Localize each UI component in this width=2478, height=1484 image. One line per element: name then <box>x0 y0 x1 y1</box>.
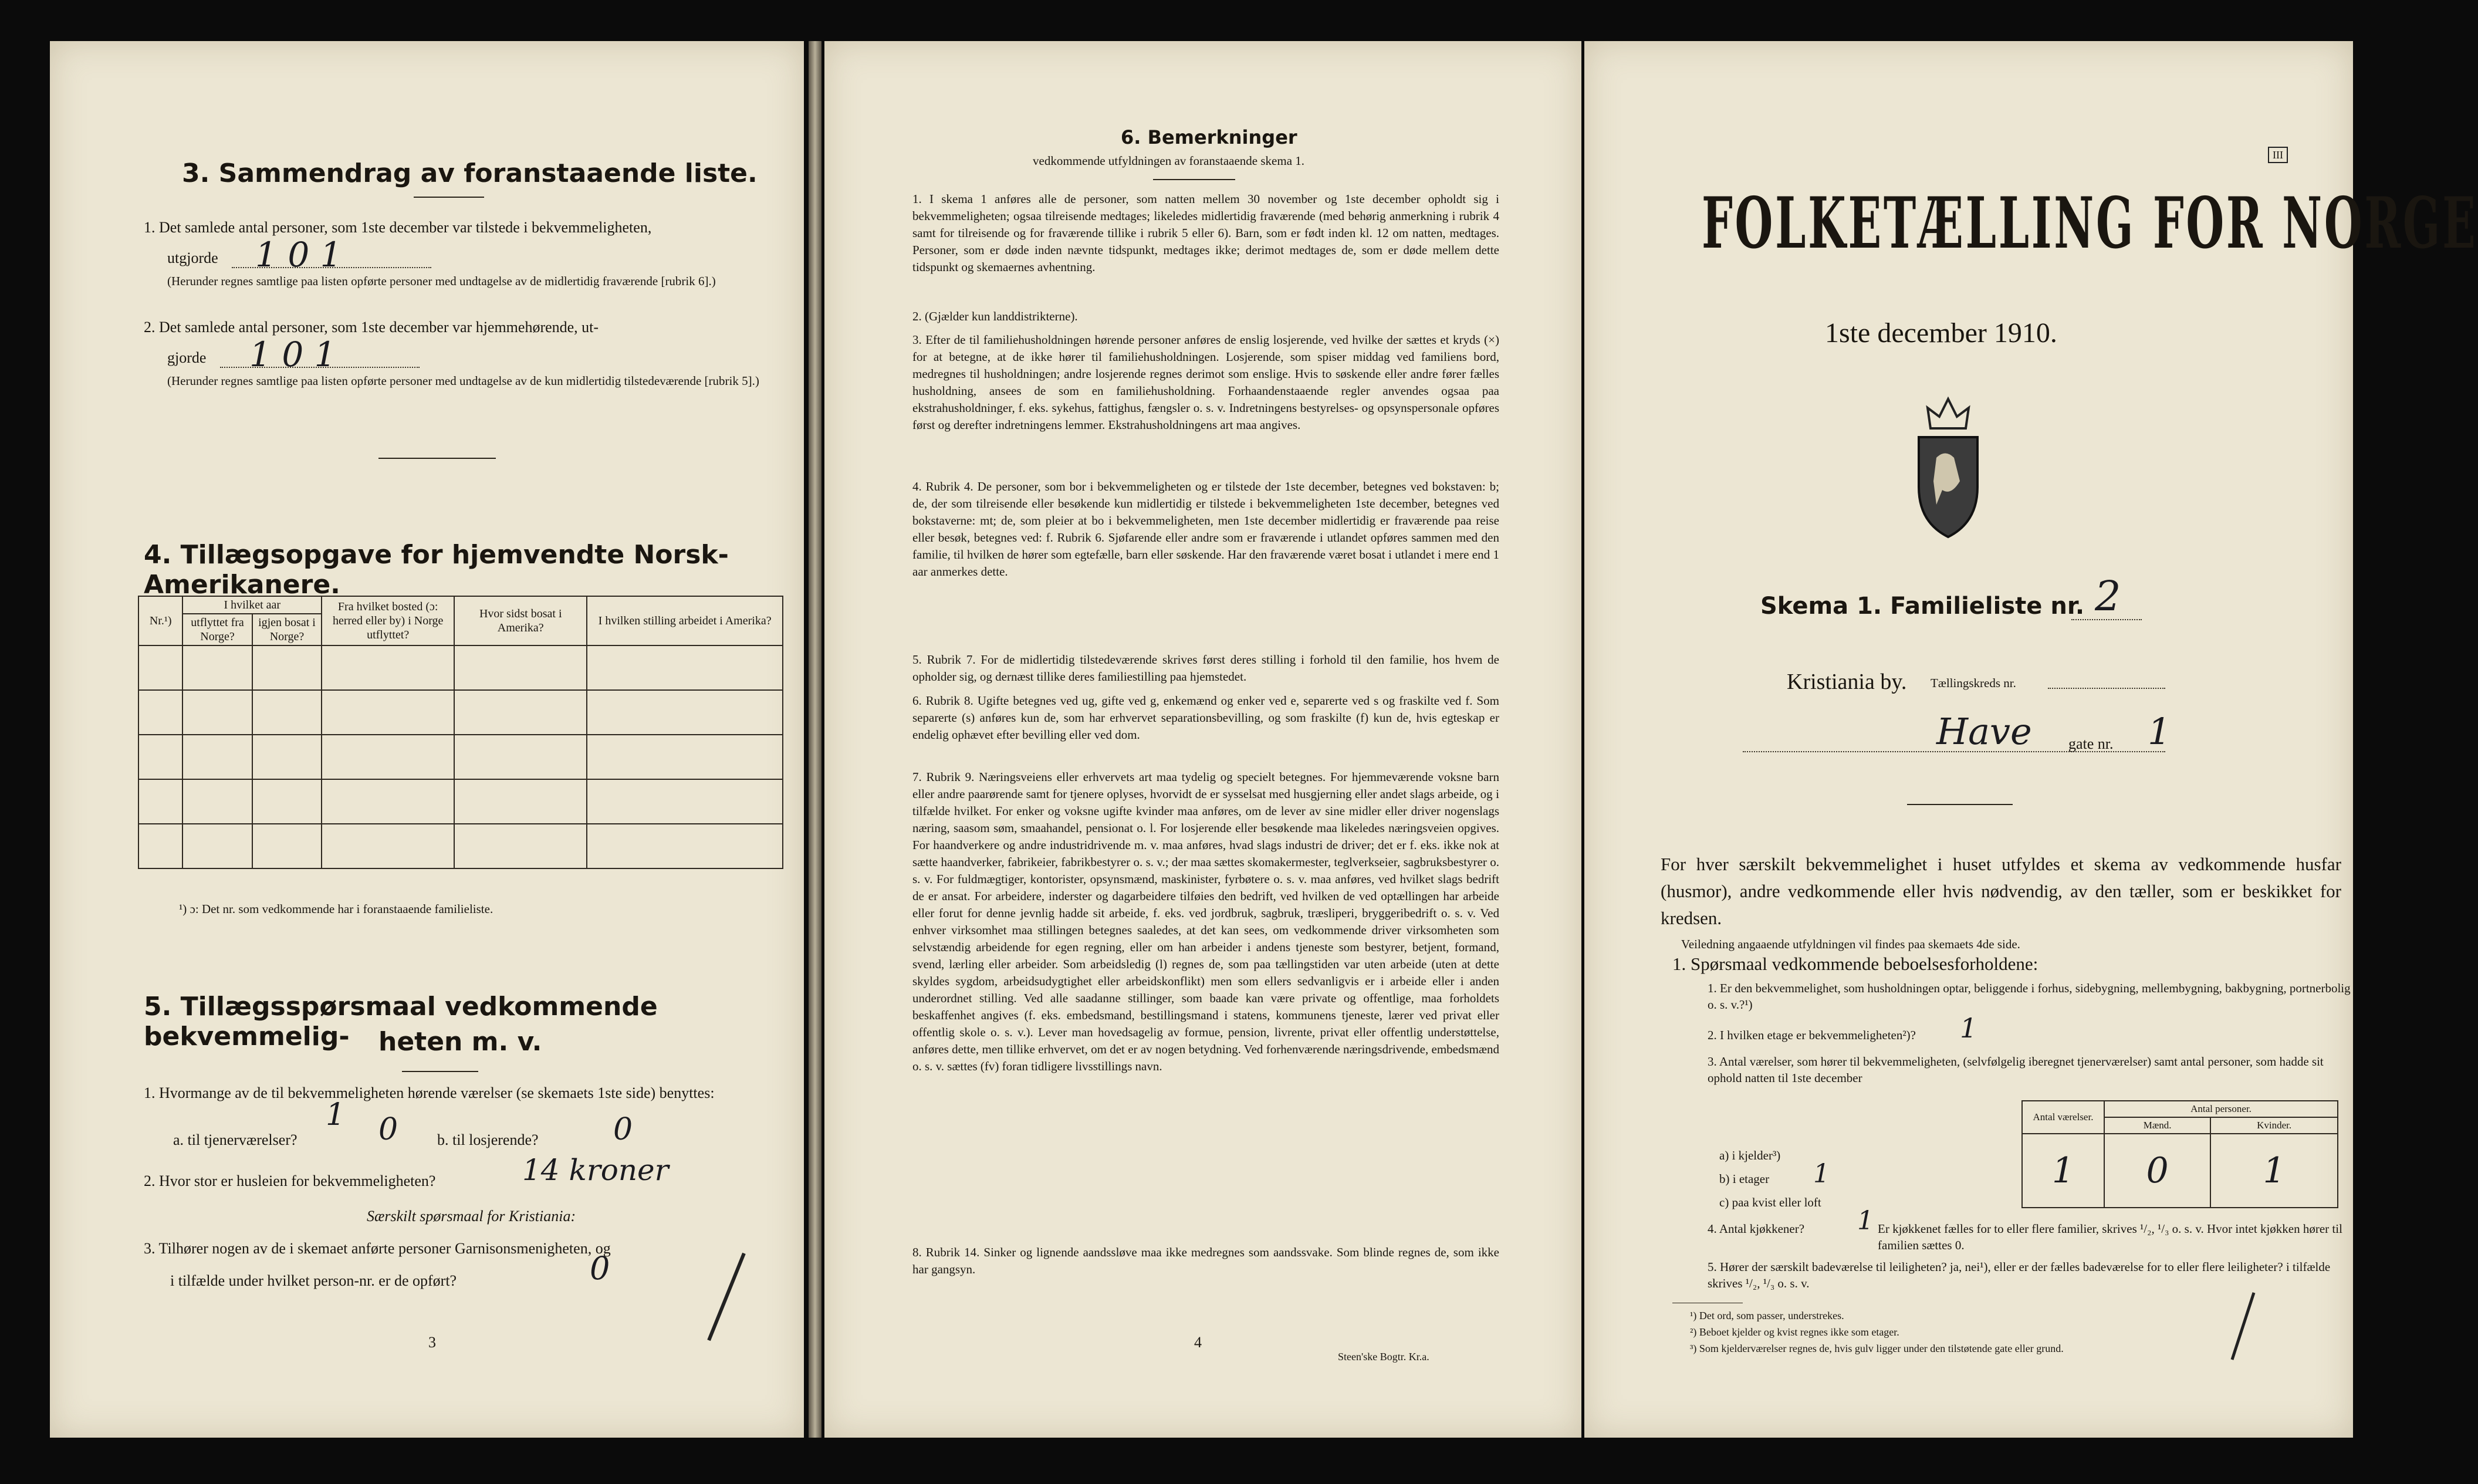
page-right <box>1584 41 2478 1438</box>
col-antal-vaerelser: Antal værelser. <box>2022 1101 2104 1134</box>
gate-value: 1 <box>2148 710 2171 753</box>
apartment-table <box>2021 1100 2338 1208</box>
row-etager: b) i etager <box>1719 1172 1770 1186</box>
census-date: 1ste december 1910. <box>1825 317 2057 349</box>
remark-6: 6. Rubrik 8. Ugifte betegnes ved ug, gifte ved g, enkemænd og enker ved e, separerte ved s og fraskilte ved f. Som separerte (s) anføres kun de, som har erhvervet separationsbevilling, og som fraskilte (f) kun de, hvis egteskap er endelig ophævet efter bevilling eller ved dom. <box>912 694 1499 742</box>
footnote-3: ³) Som kjelderværelser regnes de, hvis gulv ligger under den tilstøtende gate eller grund. <box>1690 1343 2064 1354</box>
s4-footnote: ¹) ɔ: Det nr. som vedkommende har i foranstaaende familieliste. <box>179 902 493 916</box>
s3-q1-note: (Herunder regnes samtlige paa listen opførte personer med undtagelse av de midlertidig fraværende [rubrik 6].) <box>167 274 716 288</box>
city: Kristiania by. <box>1787 670 1907 694</box>
col-maend: Mænd. <box>2104 1117 2210 1134</box>
question-2-value: 1 <box>1960 1012 1977 1044</box>
schema-label: Skema 1. Familieliste nr. <box>1760 593 2085 620</box>
divider <box>402 1071 478 1072</box>
question-5: 5. Hører der særskilt badeværelse til leiligheten? ja, nei¹), eller er der fælles badeværelse for to eller flere leiligheter? i tilfælde skrives ¹/₂, ¹/₃ o. s. v. <box>1708 1260 2331 1290</box>
s5-q3-value: 0 <box>590 1250 610 1287</box>
col-igjen: igjen bosat i Norge? <box>252 614 322 645</box>
s5-q1b: b. til losjerende? <box>437 1131 539 1148</box>
divider <box>1907 804 2013 805</box>
page-number: 3 <box>428 1334 436 1351</box>
remark-2: 2. (Gjælder kun landdistrikterne). <box>912 309 1078 323</box>
s5-q1a: a. til tjenerværelser? <box>173 1131 298 1148</box>
intro-text: For hver særskilt bekvemmelighet i huset utfyldes et skema av vedkommende husfar (husmor), andre vedkommende eller hvis nødvendig, av den tæller, som er beskikket for kredsen. <box>1661 854 2341 928</box>
col-amerika: Hvor sidst bosat i Amerika? <box>454 596 587 645</box>
main-title: FOLKETÆLLING FOR NORGE <box>1702 182 2478 265</box>
dotted-line <box>220 367 420 368</box>
col-kvinder: Kvinder. <box>2210 1117 2338 1134</box>
questions-heading: 1. Spørsmaal vedkommende beboelsesforholdene: <box>1672 954 2038 974</box>
row-kvist: c) paa kvist eller loft <box>1719 1195 1821 1209</box>
col-group: I hvilket aar <box>182 596 322 614</box>
col-bosted: Fra hvilket bosted (ɔ: herred eller by) i Norge utflyttet? <box>322 596 454 645</box>
dotted-line <box>232 267 431 268</box>
section-4-title: 4. Tillægsopgave for hjemvendte Norsk-Amerikanere. <box>144 540 729 600</box>
remark-4: 4. Rubrik 4. De personer, som bor i bekvemmeligheten og er tilstede der 1ste december, betegnes ved bokstaven: b; de, der som tilreisende eller besøkende kun midlertidig er tilstede i bekvemmeligheten 1ste december, betegnes ved bokstaverne: mt; de, som pleier at bo i bekvemmeligheten, men 1ste december midlertidig er fraværende paa reise eller besøk, betegnes ved: f. Rubrik 6. Sjøfarende eller andre som er fraværende i utlandet opføres sammen med den familie, til hvilken de hører som egtefælle, barn eller søskende. Har den fraværende været bosat i utlandet i mere end 1 aar anmerkes dette. <box>912 479 1499 579</box>
dotted-line <box>2048 688 2165 689</box>
row-kjelder: a) i kjelder³) <box>1719 1148 1781 1162</box>
remark-7: 7. Rubrik 9. Næringsveiens eller erhvervets art maa tydelig og specielt betegnes. For hjemmeværende voksne barn eller andre paarørende samt for tjenere oplyses, hvorvidt de er sysselsat med husgjerning eller andet slags arbeide, og i tilfælde hvilket. For enker og voksne ugifte kvinder maa anføres, om de lever av sine midler eller driver nogenslags næring, saasom søm, smaahandel, pensionat o. l. For losjerende eller besøkende maa likeledes næringsveien opgives. For haandverkere og andre industridrivende m. v. maa anføres, hvad slags industri de driver; det er f. eks. ikke nok at sætte haandverker, fabrikeier, fabrikbestyrer o. s. v.; der maa sættes skomakermester, teglverkseier, sagbruksbestyrer o. s. v. For fuldmægtiger, kontorister, opsynsmænd, maskinister, fyrbøtere o. s. v. maa anføres, ved hvilket slags bedrift de er ansat. For arbeidere, inderster og dagarbeidere tilføies den bedrift, ved hvilken de ved optællingen har arbeide eller forut for denne jevnlig hadde sit arbeide, f. eks. ved jordbruk, sagbruk, træsliperi, bryggeribedrift o. s. v. Ved enhver virksomhet maa stillingen betegnes saaledes, at det kan sees, om vedkommende driver virksomheten som selvstændig arbeidende for egen regning, eller om han arbeider i andens tjeneste som bestyrer, betjent, formand, svend, lærling eller arbeider. Som arbeidsledig (l) regnes de, som paa tællingstiden var uten arbeide (uten at dette skyldes sygdom, arbeidsudygtighet eller arbeidskonflikt) men som ellers sedvanligvis er i arbeide eller i anden underordnet stilling. Ved alle saadanne stillinger, som baade kan være private og offentlige, maa forholdets beskaffenhet angives (f. eks. embedsmand, bestillingsmand i statens, kommunens tjeneste, lærer ved privat eller offentlig skole o. s. v.). Lever man hovedsagelig av formue, pension, livrente, privat eller offentlig understøttelse, anføres dette, men tillike erhvervet, om det er av nogen betydning. Ved forhenværende næringsdrivende, embedsmænd o. s. v. sættes (fv) foran tidligere livsstillings navn. <box>912 770 1499 1073</box>
question-1: 1. Er den bekvemmelighet, som husholdningen optar, beliggende i forhus, sidebygning, mellembygning, bakbygning, portnerbolig o. s. v.?¹) <box>1708 981 2351 1012</box>
value-vaerelser: 1 <box>2022 1134 2104 1208</box>
s3-q2-text: 2. Det samlede antal personer, som 1ste december var hjemmehørende, ut- <box>144 319 599 336</box>
value-kvinder: 1 <box>2210 1134 2338 1208</box>
footnote-2: ²) Beboet kjelder og kvist regnes ikke som etager. <box>1690 1326 1899 1338</box>
s5-q3-b: i tilfælde under hvilket person-nr. er de opført? <box>170 1272 457 1289</box>
bemerkninger-subtitle: vedkommende utfyldningen av foranstaaende skema 1. <box>1033 154 1305 168</box>
street-value: Have <box>1936 710 2032 753</box>
corner-mark: III <box>2268 147 2288 163</box>
s3-q1-value: 1 0 1 <box>255 235 342 275</box>
question-4: 4. Antal kjøkkener? <box>1708 1222 1805 1236</box>
s5-q3-a: 3. Tilhører nogen av de i skemaet anførte personer Garnisonsmenigheten, og <box>144 1240 611 1257</box>
s5-q1a-value: 0 <box>378 1112 398 1147</box>
s3-q2-lead: gjorde <box>167 349 207 366</box>
s3-q2-note: (Herunder regnes samtlige paa listen opførte personer med undtagelse av de kun midlertidig tilstedeværende [rubrik 5].) <box>167 374 759 388</box>
page-middle <box>824 41 1581 1438</box>
s5-q1b-value: 0 <box>613 1112 633 1147</box>
section-3-title: 3. Sammendrag av foranstaaende liste. <box>182 158 758 188</box>
printer-imprint: Steen'ske Bogtr. Kr.a. <box>1338 1351 1429 1363</box>
s5-q2: 2. Hvor stor er husleien for bekvemmeligheten? <box>144 1172 436 1189</box>
col-antal-personer: Antal personer. <box>2104 1101 2338 1117</box>
s3-q1-text: 1. Det samlede antal personer, som 1ste december var tilstede i bekvemmeligheten, <box>144 219 652 236</box>
question-3: 3. Antal værelser, som hører til bekvemmeligheten, (selvfølgelig iberegnet tjenerværelser) samt antal personer, som hadde sit ophold natten til 1ste december <box>1708 1054 2324 1085</box>
question-4-value: 1 <box>1857 1206 1874 1236</box>
gate-label: gate nr. <box>2068 735 2114 752</box>
pen-stroke <box>2231 1292 2256 1360</box>
s5-q1-value: 1 <box>326 1097 346 1133</box>
s5-special: Særskilt spørsmaal for Kristiania: <box>367 1208 576 1225</box>
dotted-line <box>2071 619 2142 620</box>
question-4-rest: Er kjøkkenet fælles for to eller flere familier, skrives ¹/₂, ¹/₃ o. s. v. Hvor intet kjøkken hører til familien sættes 0. <box>1878 1222 2342 1252</box>
divider <box>1153 179 1235 180</box>
norway-coat-of-arms-icon <box>1910 393 1986 540</box>
col-utflyttet: utflyttet fra Norge? <box>182 614 252 645</box>
remark-5: 5. Rubrik 7. For de midlertidig tilstedeværende skrives først deres stilling i forhold til den familie, hos hvem de opholder sig, og dernæst tillike deres familiestilling paa hjemstedet. <box>912 653 1499 684</box>
page-left <box>50 41 804 1438</box>
remark-3: 3. Efter de til familiehusholdningen hørende personer anføres de enslig losjerende, ved hvilke der sættes et kryds (×) for at betegne, at de ikke hører til familiehusholdningen. Losjerende, som spiser middag ved familiens bord, medregnes til husholdningen; andre losjerende regnes derimot som enslige. Hvis to søskende eller andre fører fælles husholdning, ansees de som en familiehusholdning. Forhaandenstaaende regler anvendes ogsaa paa ekstrahusholdninger, f. eks. sykehus, fattighus, fængsler o. s. v. Indretningens bestyrelses- og opsynspersonale opføres først og derefter indretningens lemmer. Ekstrahusholdningens art maa angives. <box>912 333 1499 432</box>
value-maend: 0 <box>2104 1134 2210 1208</box>
s3-q2-value: 1 0 1 <box>249 334 336 374</box>
col-nr: Nr.¹) <box>138 596 182 645</box>
s5-q1-text: 1. Hvormange av de til bekvemmeligheten hørende værelser (se skemaets 1ste side) benyttes: <box>144 1084 715 1101</box>
binding-spine <box>809 41 822 1438</box>
intro-note: Veiledning angaaende utfyldningen vil findes paa skemaets 4de side. <box>1681 937 2020 951</box>
remark-1: 1. I skema 1 anføres alle de personer, som natten mellem 30 november og 1ste december opholdt sig i bekvemmeligheten; ogsaa tilreisende medtages; likeledes midlertidig fraværende (med behørig anmerkning i rubrik 4 samt for tilreisende og for fraværende tillike i rubrik 5 eller 6). Barn, som er født inden kl. 12 om natten, medtages. Personer, som er døde inden nævnte tidspunkt, medtages ikke; derimot medtages de, som er døde mellem dette tidspunkt og skemaernes avhentning. <box>912 192 1499 274</box>
page-number: 4 <box>1194 1334 1202 1351</box>
footnote-1: ¹) Det ord, som passer, understrekes. <box>1690 1310 1844 1321</box>
schema-value: 2 <box>2095 572 2121 620</box>
krets-label: Tællingskreds nr. <box>1931 676 2016 690</box>
bemerkninger-title: 6. Bemerkninger <box>1121 126 1297 148</box>
s3-q1-lead: utgjorde <box>167 249 218 266</box>
pen-stroke <box>707 1253 746 1341</box>
col-stilling: I hvilken stilling arbeidet i Amerika? <box>587 596 783 645</box>
question-2: 2. I hvilken etage er bekvemmeligheten²)? <box>1708 1028 1916 1042</box>
divider <box>414 197 484 198</box>
s5-q2-value: 14 kroner <box>522 1153 669 1187</box>
divider <box>378 458 496 459</box>
row-etager-value: 1 <box>1813 1159 1830 1189</box>
section-5-title-2: heten m. v. <box>378 1027 542 1057</box>
norsk-amerikaner-table <box>138 596 783 869</box>
section-5-title-1: 5. Tillægsspørsmaal vedkommende bekvemmelig- <box>144 992 658 1052</box>
remark-8: 8. Rubrik 14. Sinker og lignende aandssløve maa ikke medregnes som aandssvake. Som blinde regnes de, som ikke har gangsyn. <box>912 1245 1499 1276</box>
